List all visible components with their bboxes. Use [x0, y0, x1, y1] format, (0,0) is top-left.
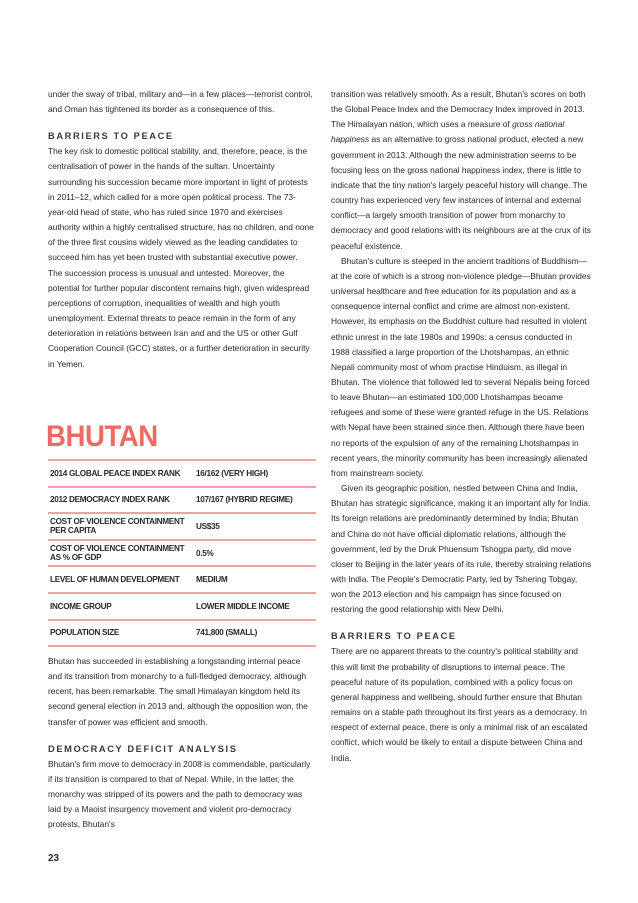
culture-paragraph: Bhutan's culture is steeped in the ancient traditions of Buddhism—at the core of which is a strong non-violence pledge—Bhutan provides universal healthcare and free education for its population and as a consequence internal conflict and crime are almost non-existent. However, its emphasis on the Buddhist culture had resulted in violent ethnic unrest in the late 1980s and 1990s: a census conducted in 1988 classified a large proportion of the Lhotshampas, an ethnic Nepali community most of whom practise Hinduism, as illegal in Bhutan. The violence that followed led to several Nepalis being forced to leave Bhutan—an estimated 100,000 Lhotshampas became refugees and some of these were granted refuge in the US. Relations with Nepal have been strained since then. Although there have been no reports of the expulsion of any of the remaining Lhotshampas in recent years, the minority community has been increasingly alienated from mainstream society.: [331, 255, 591, 478]
bhutan-barriers-heading: BARRIERS TO PEACE: [331, 631, 457, 642]
democracy-deficit-paragraph: Bhutan's firm move to democracy in 2008 is commendable, particularly if its transition is compared to that of Nepal. While, in the latter, the monarchy was stripped of its powers and the path to democracy was laid by a Maoist insurgency movement and violent pro-democracy protests, Bhutan's: [48, 758, 311, 830]
oman-barriers-heading: BARRIERS TO PEACE: [48, 131, 174, 142]
stat-label: LEVEL OF HUMAN DEVELOPMENT: [50, 575, 180, 585]
bhutan-summary-paragraph: Bhutan has succeeded in establishing a longstanding internal peace and its transition from monarchy to a full-fledged democracy, although recent, has been remarkable. The small Himalayan kingdom held its second general election in 2013 and, although the opposition won, the transfer of power was efficient and smooth.: [48, 656, 308, 727]
right-column: [331, 87, 593, 766]
transition-paragraph: [331, 87, 593, 254]
stat-value: MEDIUM: [196, 575, 228, 585]
stat-row-cost-per-capita: [48, 514, 316, 541]
stat-row-population: [48, 621, 316, 648]
stat-value: 16/162 (VERY HIGH): [196, 468, 268, 478]
page-number: 23: [48, 853, 60, 864]
country-title: BHUTAN: [46, 420, 158, 453]
text-span: transition was relatively smooth. As a result, Bhutan's scores on both the Global Peace Index and the Democracy Index improved in 2013. The Himalayan nation, which uses a measure of: [331, 89, 586, 130]
bhutan-left-text: [48, 654, 314, 833]
democracy-deficit-heading: DEMOCRACY DEFICIT ANALYSIS: [48, 743, 238, 754]
bhutan-barriers-paragraph: There are no apparent threats to the country's political stability and this will limit the probability of disruptions to internal peace. The peaceful nature of its population, combined with a policy focus on general happiness and wellbeing, should further ensure that Bhutan remains on a stable path throughout its first years as a democracy. In respect of external peace, there is only a minimal risk of an escalated conflict, which would be likely to entail a dispute between China and India.: [331, 646, 588, 763]
stat-label: COST OF VIOLENCE CONTAINMENT PER CAPITA: [50, 517, 185, 536]
stat-label: 2014 GLOBAL PEACE INDEX RANK: [50, 468, 181, 478]
stat-row-gpi-rank: [48, 461, 316, 488]
gnh-emphasis: gross national happiness: [331, 119, 565, 145]
stat-row-cost-gdp: [48, 541, 316, 568]
stat-value: US$35: [196, 521, 220, 531]
stat-value: 0.5%: [196, 548, 214, 558]
stat-value: 741,800 (SMALL): [196, 628, 258, 638]
text-span: as an alternative to gross national product, elected a new government in 2013. Although the new administration seems to be focusing less on the gross national happiness index, there is little to indicate that the tiny nation's largely peaceful history will change. The country has experienced very few instances of internal and external conflict—a largely smooth transition of power from monarchy to democracy and good relations with its neighbours are at the crux of its peaceful existence.: [331, 134, 591, 251]
stat-label: COST OF VIOLENCE CONTAINMENT AS % OF GDP: [50, 544, 185, 563]
stat-row-human-development: [48, 567, 316, 594]
stat-row-income-group: [48, 594, 316, 621]
stat-label: POPULATION SIZE: [50, 628, 120, 638]
left-column: [48, 87, 314, 372]
stat-label: INCOME GROUP: [50, 601, 112, 611]
oman-intro-paragraph: under the sway of tribal, military and—in a few places—terrorist control, and Oman has tightened its border as a consequence of this.: [48, 89, 313, 115]
country-stats-table: [48, 459, 316, 647]
stat-row-democracy-rank: [48, 488, 316, 515]
stat-value: LOWER MIDDLE INCOME: [196, 601, 290, 611]
stat-value: 107/167 (HYBRID REGIME): [196, 495, 293, 505]
oman-barriers-paragraph: The key risk to domestic political stability, and, therefore, peace, is the centralisation of power in the hands of the sultan. Uncertainty surrounding his succession became more important in light of protests in 2011–12, which called for a more open political process. The 73-year-old head of state, who has ruled since 1970 and exercises authority within a highly centralised structure, has no children, and none of the three first cousins widely viewed as the leading candidates to succeed him has yet been trusted with substantial executive power. The succession process is unusual and untested. Moreover, the potential for further popular discontent remains high, given widespread perceptions of corruption, inequalities of wealth and high youth unemployment. External threats to peace remain in the form of any deterioration in relations between Iran and and the US or other Gulf Cooperation Council (GCC) states, or a further deterioration in security in Yemen.: [48, 146, 314, 369]
geography-paragraph: Given its geographic position, nestled between China and India, Bhutan has strategic significance, making it an important ally for India. Its foreign relations are predominantly determined by India; Bhutan and China do not have official diplomatic relations, although the government, led by the Druk Phuensum Tshogpa party, did move closer to Beijing in the later years of its rule, thereby straining relations with India. The People's Democratic Party, led by Tshering Tobgay, won the 2013 election and his campaign has since focused on restoring the good relationship with New Delhi.: [331, 483, 592, 615]
stat-label: 2012 DEMOCRACY INDEX RANK: [50, 495, 170, 505]
